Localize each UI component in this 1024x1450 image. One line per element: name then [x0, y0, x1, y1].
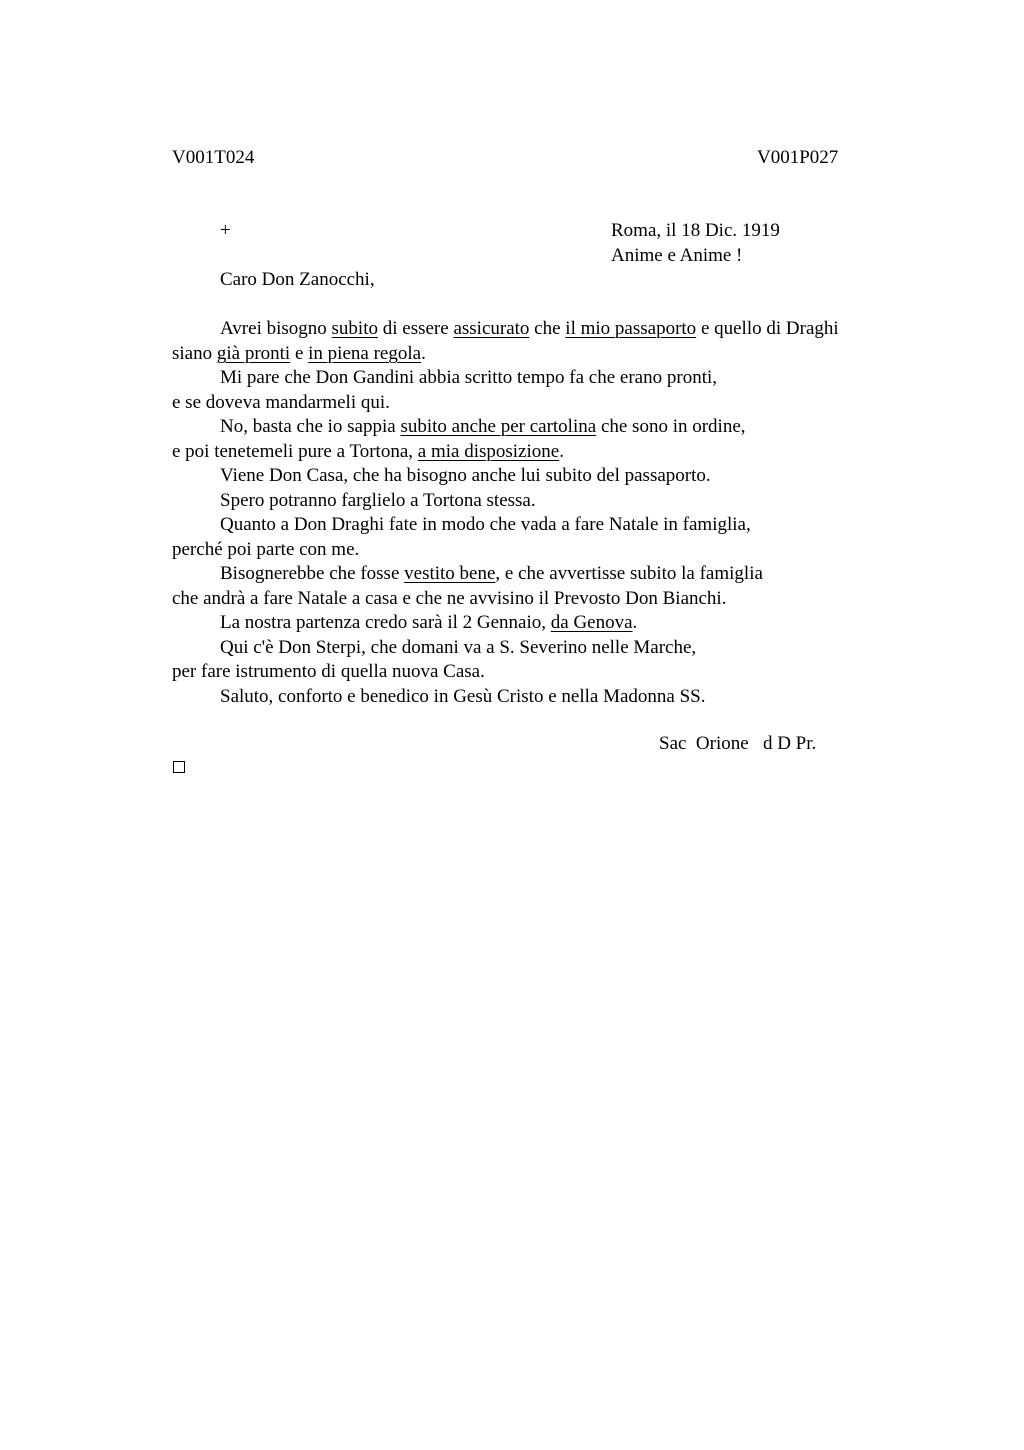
body-text: . [421, 343, 426, 364]
body-text: perché poi parte con me. [172, 539, 360, 560]
body-line [172, 538, 359, 562]
body-text: che [529, 318, 566, 339]
body-text: Avrei bisogno [220, 318, 332, 339]
underlined-text: da Genova [550, 612, 633, 633]
body-text: , e che avvertisse subito la famiglia [495, 563, 763, 584]
salutation: Caro Don Zanocchi, [220, 269, 375, 290]
body-line [220, 685, 705, 709]
underlined-text: subito anche per cartolina [400, 416, 597, 437]
motto: Anime e Anime ! [611, 245, 743, 266]
body-text: . [559, 441, 564, 462]
underlined-text: assicurato [453, 318, 530, 339]
body-text: Quanto a Don Draghi fate in modo che vada a fare Natale in famiglia, [220, 514, 751, 535]
body-line [220, 489, 536, 513]
body-line [220, 513, 751, 537]
body-line [220, 464, 711, 488]
body-text: Spero potranno farglielo a Tortona stessa. [220, 490, 536, 511]
body-text: Bisognerebbe che fosse [220, 563, 405, 584]
body-text: Saluto, conforto e benedico in Gesù Cristo e nella Madonna SS. [220, 686, 706, 707]
underlined-text: già pronti [216, 343, 291, 364]
underlined-text: vestito bene [404, 563, 496, 584]
body-text: e [290, 343, 309, 364]
document-code-right: V001P027 [757, 147, 839, 168]
body-line [172, 660, 485, 684]
place-date: Roma, il 18 Dic. 1919 [611, 220, 780, 241]
body-line [172, 440, 564, 464]
body-text: Mi pare che Don Gandini abbia scritto tempo fa che erano pronti, [220, 367, 717, 388]
end-box-symbol [173, 761, 185, 773]
body-line [220, 317, 839, 341]
body-text: La nostra partenza credo sarà il 2 Gennaio, [220, 612, 551, 633]
body-text: di essere [377, 318, 454, 339]
cross-symbol: + [220, 220, 231, 241]
underlined-text: subito [331, 318, 378, 339]
body-line [172, 342, 426, 366]
body-line [220, 415, 746, 439]
body-line [172, 391, 390, 415]
body-line [172, 587, 726, 611]
body-text: Qui c'è Don Sterpi, che domani va a S. Severino nelle Marche, [220, 637, 697, 658]
body-text: per fare istrumento di quella nuova Casa. [172, 661, 485, 682]
underlined-text: a mia disposizione [417, 441, 560, 462]
document-code-left: V001T024 [172, 147, 255, 168]
body-line [220, 611, 637, 635]
body-line [220, 636, 696, 660]
body-line [220, 366, 717, 390]
body-text: che sono in ordine, [596, 416, 746, 437]
body-text: che andrà a fare Natale a casa e che ne avvisino il Prevosto Don Bianchi. [172, 588, 727, 609]
body-text: Viene Don Casa, che ha bisogno anche lui subito del passaporto. [220, 465, 711, 486]
signature: Sac Orione d D Pr. [659, 733, 817, 754]
body-line [220, 562, 763, 586]
body-text: e quello di Draghi [696, 318, 839, 339]
underlined-text: il mio passaporto [565, 318, 697, 339]
body-text: . [632, 612, 638, 633]
body-text: e poi tenetemeli pure a Tortona, [172, 441, 418, 462]
underlined-text: in piena regola [308, 343, 422, 364]
body-text: siano [172, 343, 217, 364]
body-text: e se doveva mandarmeli qui. [172, 392, 390, 413]
body-text: No, basta che io sappia [220, 416, 401, 437]
